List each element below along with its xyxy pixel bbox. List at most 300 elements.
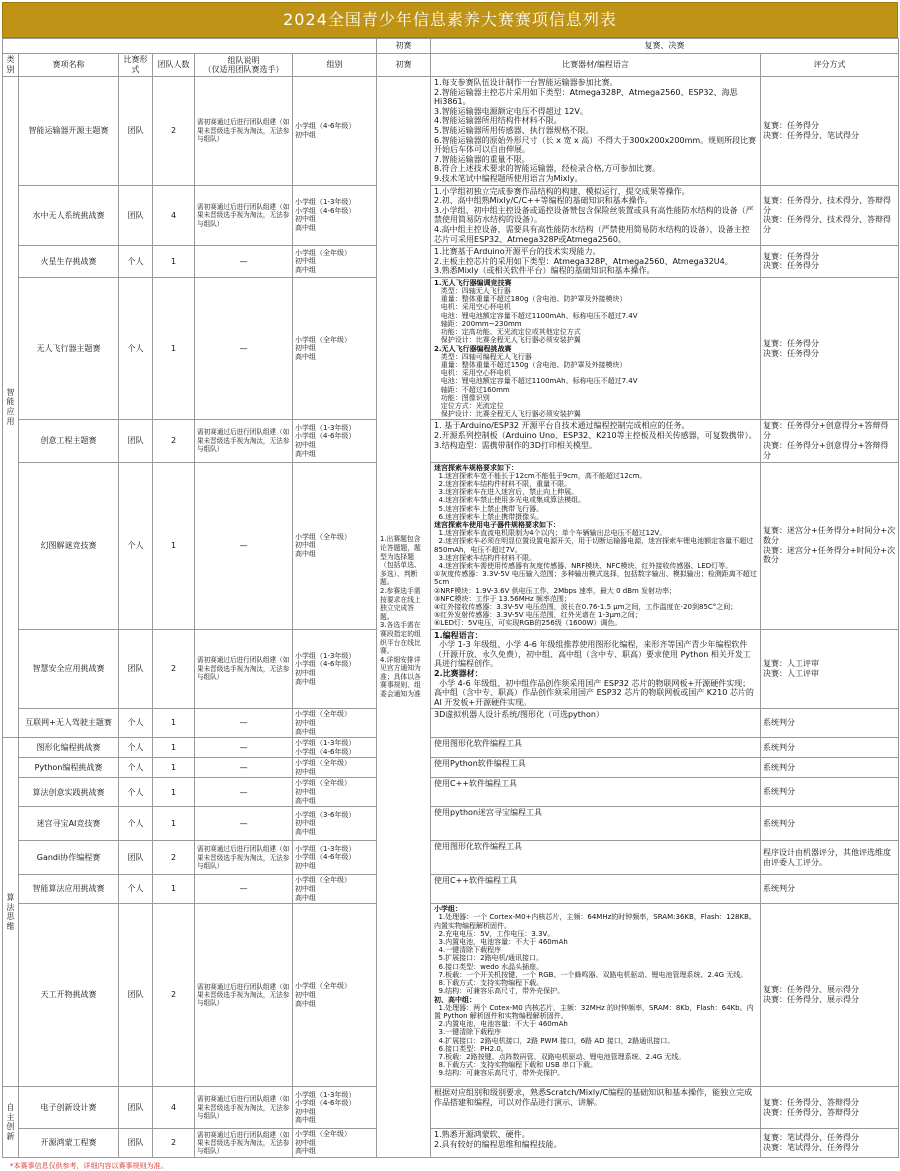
team-note-dash: — — [195, 246, 293, 278]
event-name: 智能运输器开源主题赛 — [19, 77, 119, 186]
equipment-line: 重量：整体重量不超过180g（含电池、防护罩及外接模块） — [434, 295, 627, 304]
scoring-cell — [761, 709, 899, 738]
group-cell — [293, 277, 377, 419]
team-note-dash: — — [195, 709, 293, 738]
table-row — [3, 246, 899, 278]
scoring-cell — [761, 277, 899, 419]
group-item: 高中组 — [295, 727, 316, 736]
group-item: 高中组 — [295, 677, 316, 686]
table-row — [3, 904, 899, 1087]
equipment-cell — [431, 185, 761, 246]
equipment-line: 4.高中组主控设备，需要具有高性能防水结构（严禁使用简易防水结构的设备），设备主控芯片可采用ESP32、Atmega328P或Atmega2560。 — [434, 224, 750, 244]
event-name: 开源鸿蒙工程赛 — [19, 1129, 119, 1158]
equipment-line: 8.符合上述技术要求的智能运输器，经检录合格,方可参加比赛。 — [434, 164, 661, 174]
equipment-line: 9.结构：可兼容乐高尺寸，带外壳保护。 — [434, 987, 565, 996]
equipment-line: 功能：定高功能、无光流定位或其他定位方式 — [434, 328, 581, 337]
table-row — [3, 738, 899, 758]
scoring-cell — [761, 875, 899, 904]
scoring-line: 决赛：任务得分、展示得分 — [763, 995, 860, 1005]
equipment-cell — [431, 420, 761, 462]
group-cell — [293, 185, 377, 246]
equipment-line: 4.扩展接口：2路电机接口，2路 PWM 接口，6路 AD 接口，2路通讯接口。 — [434, 1036, 675, 1045]
scoring-line: 决赛：任务得分、技术得分、答辩得分 — [763, 215, 892, 235]
team-note-dash: — — [195, 462, 293, 629]
scoring-cell — [761, 758, 899, 778]
scoring-line: 决赛：任务得分 — [763, 348, 820, 358]
equipment-line: 重量：整体重量不超过150g（含电池、防护罩及外接模块） — [434, 360, 627, 369]
team-size: 2 — [153, 904, 195, 1087]
equipment-line: 小学组： — [434, 905, 463, 914]
equipment-line: 使用图形化软件编程工具 — [434, 842, 523, 852]
equipment-line: 3.结构造型：需携带制作的3D打印相关模型。 — [434, 440, 597, 450]
scoring-cell — [761, 738, 899, 758]
equipment-line: 轴距：200mm~230mm — [434, 319, 522, 328]
team-size: 2 — [153, 1129, 195, 1158]
equipment-line: 2.迷宫探索车结构件材料不限，重量不限。 — [434, 479, 572, 488]
team-note-dash: — — [195, 277, 293, 419]
scoring-line: 复赛：任务得分、展示得分 — [763, 985, 860, 995]
group-item: 小学组（3-6年级） — [295, 810, 356, 819]
group-cell — [293, 1087, 377, 1129]
equipment-line: 8.下载方式：支持实物编程下载和 USB 串口下载。 — [434, 1061, 597, 1070]
equipment-line: 轴距：不超过160mm — [434, 385, 510, 394]
category-cell: 自主创新 — [3, 1087, 19, 1158]
prelim-cell — [377, 77, 431, 1158]
table-row — [3, 77, 899, 186]
equipment-line: 使用C++软件编程工具 — [434, 876, 518, 886]
event-table — [2, 38, 899, 1158]
scoring-line: 系统判分 — [763, 718, 796, 728]
scoring-cell — [761, 462, 899, 629]
equipment-cell — [431, 246, 761, 278]
team-size: 2 — [153, 841, 195, 875]
info-sheet — [2, 2, 898, 1171]
event-name: 无人飞行器主题赛 — [19, 277, 119, 419]
scoring-line: 复赛：人工评审 — [763, 659, 820, 669]
group-item: 小学组（4-6年级） — [295, 660, 356, 669]
equipment-line: 2.初、高中组熟Mixly/C/C++等编程的基础知识和基本操作。 — [434, 196, 653, 206]
equipment-line: 使用python迷宫寻宝编程工具 — [434, 808, 543, 818]
team-note-dash: — — [195, 758, 293, 778]
scoring-cell — [761, 778, 899, 807]
equipment-cell — [431, 807, 761, 841]
header-prelim: 初赛 — [377, 54, 431, 77]
event-form: 团队 — [119, 185, 153, 246]
scoring-cell — [761, 841, 899, 875]
equipment-cell — [431, 778, 761, 807]
equipment-line: 3.迷宫探索车结构件材料不限。 — [434, 553, 537, 562]
team-note-dash: — — [195, 778, 293, 807]
event-form: 团队 — [119, 904, 153, 1087]
prelim-text: 1.出赛题包含论答题题，题型为选择题（包括单选、多选）、判断题。 2.参赛选手需按要求在线上独立完成答题。 3.各选手需在赛段指定的组织平台在线比赛。 4.详细安排详见官方通知为准；具体以各赛事规则、组委会通知为准 — [380, 535, 421, 699]
group-cell — [293, 738, 377, 758]
equipment-line: 1.迷宫探索车直流电机限制为4个以内；单个车辆输出总电压不超过12V。 — [434, 529, 667, 538]
group-item: 小学组（4-6年级） — [295, 853, 356, 862]
equipment-line: 2.比赛器材： — [434, 668, 483, 678]
team-size: 1 — [153, 709, 195, 738]
scoring-cell — [761, 1129, 899, 1158]
scoring-line: 系统判分 — [763, 884, 796, 894]
group-item: 小学组（1-3年级） — [295, 739, 356, 748]
table-row — [3, 807, 899, 841]
event-form: 个人 — [119, 246, 153, 278]
table-row — [3, 875, 899, 904]
header-team-size: 团队人数 — [153, 54, 195, 77]
team-size: 1 — [153, 807, 195, 841]
group-item: 初中组 — [295, 215, 316, 224]
scoring-cell — [761, 807, 899, 841]
event-form: 团队 — [119, 841, 153, 875]
header-name: 赛项名称 — [19, 54, 119, 77]
scoring-cell — [761, 420, 899, 462]
table-row — [3, 1129, 899, 1158]
group-item: 高中组 — [295, 549, 316, 558]
equipment-line: 电池：锂电池额定容量不超过1100mAh、标称电压不超过7.4V — [434, 377, 638, 386]
group-item: 初中组 — [295, 819, 316, 828]
team-size: 4 — [153, 1087, 195, 1129]
scoring-line: 复赛：任务得分 — [763, 120, 820, 130]
group-item: 小学组（4-6年级） — [295, 206, 356, 215]
team-size: 1 — [153, 875, 195, 904]
scoring-line: 决赛：迷宫分+任务得分+时间分+次数分 — [763, 545, 896, 565]
group-item: 小学组（全年级） — [295, 335, 351, 344]
event-name: 迷宫寻宝AI竞技赛 — [19, 807, 119, 841]
group-item: 初中组 — [295, 541, 316, 550]
event-name: Gandi协作编程赛 — [19, 841, 119, 875]
team-size: 1 — [153, 738, 195, 758]
event-form: 个人 — [119, 738, 153, 758]
equipment-line: 类型：四轴无人飞行器 — [434, 287, 511, 296]
equipment-cell — [431, 629, 761, 709]
scoring-line: 复赛：笔试得分、任务得分 — [763, 1133, 860, 1143]
header-team-note: 组队说明 （仅适用团队赛选手） — [195, 54, 293, 77]
equipment-line: 7.板载：一个开关机按键、一个 RGB、一个蜂鸣器、双路电机驱动、锂电池管理系统、2.4G 无线。 — [434, 970, 748, 979]
scoring-cell — [761, 1087, 899, 1129]
equipment-cell — [431, 841, 761, 875]
group-item: 小学组（全年级） — [295, 759, 351, 768]
group-item: 小学组（4-6年级） — [295, 1099, 356, 1108]
table-body — [3, 77, 899, 1158]
event-name: Python编程挑战赛 — [19, 758, 119, 778]
team-note: 需初赛通过后进行团队组建（如果未晋级选手视为淘汰，无法参与组队） — [195, 420, 293, 462]
event-name: 互联网+无人驾驶主题赛 — [19, 709, 119, 738]
team-size: 1 — [153, 758, 195, 778]
team-size: 2 — [153, 420, 195, 462]
equipment-line: 1.熟悉开源鸿蒙软、硬件。 — [434, 1130, 530, 1140]
header-form: 比赛形式 — [119, 54, 153, 77]
team-note: 需初赛通过后进行团队组建（如果未晋级选手视为淘汰，无法参与组队） — [195, 904, 293, 1087]
group-item: 初中组 — [295, 257, 316, 266]
event-form: 团队 — [119, 629, 153, 709]
group-item: 小学组（全年级） — [295, 1130, 351, 1139]
scoring-line: 复赛：任务得分、答辩得分 — [763, 1097, 860, 1107]
equipment-line: 4.智能运输器所用结构件材料不限。 — [434, 116, 562, 126]
equipment-line: 6.迷宫探索车上禁止携带摄像头。 — [434, 512, 544, 521]
scoring-line: 复赛：任务得分、技术得分、答辩得分 — [763, 195, 892, 215]
equipment-line: 2.主板主控芯片的采用如下类型：Atmega328P、Atmega2560、Atmega32U4。 — [434, 256, 733, 266]
group-item: 初中组 — [295, 862, 316, 871]
header-category: 类别 — [3, 54, 19, 77]
equipment-cell — [431, 738, 761, 758]
equipment-line: 2.充电电压：5V，工作电压：3.3V。 — [434, 929, 555, 938]
scoring-line: 决赛：任务得分、答辩得分 — [763, 1107, 860, 1117]
equipment-line: 1.无人飞行器编调竞技赛 — [434, 278, 512, 287]
group-cell — [293, 1129, 377, 1158]
equipment-line: 8.下载方式：支持实物编程下载。 — [434, 979, 544, 988]
equipment-line: 2.智能运输器主控芯片采用如下类型：Atmega328P、Atmega2560、ESP32、海思 Hi3861。 — [434, 87, 741, 107]
team-size: 1 — [153, 778, 195, 807]
group-cell — [293, 841, 377, 875]
equipment-line: 使用C++软件编程工具 — [434, 779, 518, 789]
group-item: 小学组（1-3年级） — [295, 651, 356, 660]
table-row — [3, 420, 899, 462]
equipment-line: 3.迷宫探索车在进入迷宫后，禁止向上伸展。 — [434, 488, 579, 497]
table-row — [3, 629, 899, 709]
group-item: 初中组 — [295, 788, 316, 797]
event-form: 个人 — [119, 277, 153, 419]
group-item: 小学组（1-3年级） — [295, 423, 356, 432]
equipment-cell — [431, 462, 761, 629]
group-item: 小学组（全年级） — [295, 248, 351, 257]
category-cell: 算法思维 — [3, 738, 19, 1087]
scoring-cell — [761, 904, 899, 1087]
equipment-line: 小学 4-6 年级组、初中组作品创作须采用国产 ESP32 芯片的物联网板+开源硬件实现；高中组（含中专、职高）作品创作须采用国产 ESP32 芯片的物联网板或国产 K210 芯片的 AI 开发板+开源硬件实现。 — [434, 678, 757, 707]
equipment-cell — [431, 77, 761, 186]
group-cell — [293, 462, 377, 629]
group-item: 高中组 — [295, 352, 316, 361]
group-cell — [293, 807, 377, 841]
scoring-line: 系统判分 — [763, 742, 796, 752]
group-item: 高中组 — [295, 223, 316, 232]
group-item: 高中组 — [295, 828, 316, 837]
group-cell — [293, 904, 377, 1087]
event-name: 智能算法应用挑战赛 — [19, 875, 119, 904]
group-item: 初中组 — [295, 1107, 316, 1116]
event-form: 个人 — [119, 709, 153, 738]
group-item: 高中组 — [295, 796, 316, 805]
equipment-line: 使用图形化软件编程工具 — [434, 739, 523, 749]
equipment-line: 2.开源系列控制板（Arduino Uno、ESP32、K210等主控板及相关传感器，可复数携带）。 — [434, 430, 757, 440]
equipment-line: 1.处理器：一个 Cortex-M0+内核芯片，主频：64MHz的时钟频率，SRAM:36KB，Flash：128KB。内置实物编程解析固件。 — [434, 913, 756, 930]
team-note-dash: — — [195, 807, 293, 841]
equipment-line: 电机：采用空心杯电机 — [434, 369, 511, 378]
group-cell — [293, 246, 377, 278]
equipment-line: 3.熟悉Mixly（或相关软件平台）编程的基础知识和基本操作。 — [434, 266, 655, 276]
scoring-cell — [761, 629, 899, 709]
equipment-line: 类型：四轴可编程无人飞行器 — [434, 352, 532, 361]
group-item: 高中组 — [295, 449, 316, 458]
equipment-line: 4.一键清除下载程序 — [434, 946, 502, 955]
event-form: 团队 — [119, 77, 153, 186]
equipment-cell — [431, 1087, 761, 1129]
scoring-line: 系统判分 — [763, 762, 796, 772]
event-name: 水中无人系统挑战赛 — [19, 185, 119, 246]
equipment-line: 5.扩展接口：2路电机/通讯接口。 — [434, 954, 543, 963]
group-item: 小学组（全年级） — [295, 876, 351, 885]
event-form: 团队 — [119, 420, 153, 462]
group-item: 小学组（全年级） — [295, 532, 351, 541]
group-item: 初中组 — [295, 884, 316, 893]
equipment-line: 6.接口类型：PH2.0。 — [434, 1044, 508, 1053]
equipment-cell — [431, 875, 761, 904]
team-size: 4 — [153, 185, 195, 246]
group-item: 小学组（1-3年级） — [295, 198, 356, 207]
equipment-line: 2.迷宫探索车必须在明显位置设置电源开关，用于切断运输器电源，迷宫探索车锂电池额定容量不超过850mAh，电压不超过7V。 — [434, 537, 754, 554]
header-group: 组别 — [293, 54, 377, 77]
event-form: 个人 — [119, 758, 153, 778]
group-cell — [293, 778, 377, 807]
equipment-line: 2.内置电池，电池容量：不大于 460mAh — [434, 1020, 568, 1029]
table-row — [3, 185, 899, 246]
equipment-line: 定位方式：光流定位 — [434, 401, 504, 410]
group-item: 初中组 — [295, 668, 316, 677]
equipment-line: 根据对应组别和级别要求，熟悉Scratch/Mixly/C编程的基础知识和基本操作，能独立完成作品搭建和编程，可以对作品进行演示、讲解。 — [434, 1088, 753, 1107]
group-item: 初中组 — [295, 718, 316, 727]
event-name: 天工开物挑战赛 — [19, 904, 119, 1087]
team-note: 需初赛通过后进行团队组建（如果未晋级选手视为淘汰，无法参与组队） — [195, 185, 293, 246]
equipment-line: 6.接口类型：wedo 水晶头插座。 — [434, 962, 544, 971]
equipment-line: 3.小学组、初中组主控设备或遥控设备赞包含保险丝装置或具有高性能防水结构的设备（严禁使用简易防水结构的设备）。 — [434, 205, 754, 225]
equipment-line: 2.具有较好的编程思维和编程技能。 — [434, 1139, 562, 1149]
equipment-line: 7.板载：2路按键、点阵数码管、双路电机驱动、锂电池管理系统、2.4G 无线。 — [434, 1052, 686, 1061]
equipment-line: 初、高中组： — [434, 995, 477, 1004]
group-item: 初中组 — [295, 767, 316, 776]
scoring-line: 系统判分 — [763, 818, 796, 828]
event-form: 个人 — [119, 462, 153, 629]
equipment-line: 1.处理器：两个 Cotex-M0 内核芯片，主频：32MHz 的时钟频率，SRAM：8Kb，Flash：64Kb。内置 Python 解析固件和实物编程解析固件。 — [434, 1003, 754, 1020]
equipment-line: 4.迷宫探索车需使用传感器有灰度传感器、NRF模块、NFC模块、红外接收传感器、LED灯等。 — [434, 561, 733, 570]
event-name: 创意工程主题赛 — [19, 420, 119, 462]
group-item: 小学组（1-3年级） — [295, 844, 356, 853]
scoring-cell — [761, 185, 899, 246]
equipment-line: 9.结构：可兼容乐高尺寸，带外壳保护。 — [434, 1069, 565, 1078]
equipment-line: 小学 1-3 年级组、小学 4-6 年级组推荐使用图形化编程，来形齐等国产青少年编程软件（开源开放、永久免费），初中组、高中组（含中专、职高）要求使用 Python 相关开发工具进行编程创作。 — [434, 640, 751, 669]
group-item: 高中组 — [295, 999, 316, 1008]
table-row — [3, 841, 899, 875]
group-item: 高中组 — [295, 1116, 316, 1125]
equipment-line: ⑤红外发射传感器：3.3V-5V 电压范围，红外光谱在 1-3μm之间； — [434, 611, 642, 620]
equipment-line: ①灰度传感器：3.3V-5V 电压输入范围；多种输出模式选择，包括数字输出、模拟输出；检测距离不超过 5cm — [434, 570, 760, 587]
group-item: 小学组（全年级） — [295, 710, 351, 719]
equipment-line: 电池：锂电池额定容量不超过1100mAh、标称电压不超过7.4V — [434, 311, 638, 320]
team-size: 1 — [153, 246, 195, 278]
page-title: 2024全国青少年信息素养大赛赛项信息列表 — [2, 2, 898, 38]
group-item: 小学组（1-3年级） — [295, 1090, 356, 1099]
group-cell — [293, 77, 377, 186]
equipment-line: 1.每支参赛队伍设计制作一台智能运输器参加比赛。 — [434, 78, 618, 87]
equipment-line: 使用Python软件编程工具 — [434, 759, 526, 769]
team-note: 需初赛通过后进行团队组建（如果未晋级选手视为淘汰，无法参与组队） — [195, 841, 293, 875]
header-scoring: 评分方式 — [761, 54, 899, 77]
equipment-line: 4.迷宫探索车禁止使用多光电或集成算法模组。 — [434, 496, 586, 505]
team-note-dash: — — [195, 738, 293, 758]
event-name: 智慧安全应用挑战赛 — [19, 629, 119, 709]
header-equipment: 比赛器材/编程语言 — [431, 54, 761, 77]
team-size: 1 — [153, 277, 195, 419]
scoring-line: 复赛：迷宫分+任务得分+时间分+次数分 — [763, 525, 896, 545]
group-cell — [293, 758, 377, 778]
scoring-line: 决赛：任务得分+创意得分+答辩得分 — [763, 440, 889, 460]
group-cell — [293, 709, 377, 738]
scoring-cell — [761, 246, 899, 278]
team-size: 2 — [153, 629, 195, 709]
footnote: *本赛事信息仅供参考，详细内容以赛事规则为准。 — [10, 1162, 168, 1171]
equipment-line: 7.智能运输器的重量不限。 — [434, 154, 530, 164]
equipment-line: 1. 基于Arduino/ESP32 开源平台自技术通过编程控制完成相应的任务。 — [434, 421, 690, 431]
group-item: 初中组 — [295, 1138, 316, 1147]
group-item: 小学组（全年级） — [295, 982, 351, 991]
team-size: 1 — [153, 462, 195, 629]
equipment-line: 3.智能运输器电源额定电压不得超过 12V。 — [434, 106, 588, 116]
scoring-cell — [761, 77, 899, 186]
scoring-line: 决赛：任务得分 — [763, 261, 820, 271]
group-item: 小学组（4-6年级） — [295, 122, 356, 131]
group-cell — [293, 629, 377, 709]
group-item: 初中组 — [295, 130, 316, 139]
equipment-line: ④红外接收传感器：3.3V-5V 电压范围，波长在0.76-1.5 μm之间，工作温度在-20到85C°之间； — [434, 602, 738, 611]
event-form: 团队 — [119, 1087, 153, 1129]
scoring-line: 复赛：任务得分 — [763, 338, 820, 348]
equipment-line: 迷宫探索车规格要求如下： — [434, 463, 519, 472]
header-prelim-top: 初赛 — [377, 39, 431, 54]
team-note: 需初赛通过后进行团队组建（如果未晋级选手视为淘汰，无法参与组队） — [195, 629, 293, 709]
event-form: 团队 — [119, 1129, 153, 1158]
event-name: 幻图解谜竞技赛 — [19, 462, 119, 629]
group-cell — [293, 875, 377, 904]
scoring-line: 决赛：笔试得分、任务得分 — [763, 1143, 860, 1153]
event-name: 图形化编程挑战赛 — [19, 738, 119, 758]
equipment-line: 电机：采用空心杯电机 — [434, 303, 511, 312]
equipment-line: ③NFC模块：工作于 13.56MHz 频率范围； — [434, 594, 571, 603]
scoring-line: 程序设计由机器评分，其他评选维度由评委人工评分。 — [763, 847, 892, 867]
category-cell: 智能应用 — [3, 77, 19, 738]
group-item: 高中组 — [295, 893, 316, 902]
equipment-line: 9.技术笔试中编程题所使用语言为Mixly。 — [434, 173, 583, 183]
equipment-line: 5.迷宫探索车上禁止携带飞行器。 — [434, 504, 544, 513]
event-form: 个人 — [119, 778, 153, 807]
equipment-cell — [431, 277, 761, 419]
equipment-line: 5.智能运输器所用传感器、执行器规格不限。 — [434, 125, 594, 135]
table-row — [3, 277, 899, 419]
team-note: 需初赛通过后进行团队组建（如果未晋级选手视为淘汰，无法参与组队） — [195, 1087, 293, 1129]
event-form: 个人 — [119, 807, 153, 841]
equipment-line: 保护设计：比赛全程无人飞行器必须安装护翼 — [434, 410, 581, 419]
scoring-line: 决赛：任务得分、笔试得分 — [763, 130, 860, 140]
team-size: 2 — [153, 77, 195, 186]
header-final-top: 复赛、决赛 — [431, 39, 899, 54]
group-item: 高中组 — [295, 1147, 316, 1156]
equipment-cell — [431, 758, 761, 778]
team-note: 需初赛通过后进行团队组建（如果未晋级选手视为淘汰，无法参与组队） — [195, 1129, 293, 1158]
equipment-line: 1.编程语言： — [434, 630, 483, 640]
group-item: 小学组（全年级） — [295, 779, 351, 788]
equipment-line: 2.无人飞行器编程挑战赛 — [434, 344, 512, 353]
scoring-line: 复赛：任务得分+创意得分+答辩得分 — [763, 421, 889, 441]
table-row — [3, 462, 899, 629]
equipment-cell — [431, 904, 761, 1087]
team-note-dash: — — [195, 875, 293, 904]
event-name: 算法创意实践挑战赛 — [19, 778, 119, 807]
equipment-line: ②NRF模块：1.9V-3.6V 供电压工作，2Mbps 速率，最大 0 dBm 发射功率； — [434, 586, 677, 595]
event-name: 火星生存挑战赛 — [19, 246, 119, 278]
equipment-line: ⑥LED灯：5V电压，可实现RGB的256级（1600W）调色。 — [434, 619, 622, 628]
table-row — [3, 1087, 899, 1129]
equipment-line: 迷宫探索车使用电子器件规格要求如下： — [434, 520, 561, 529]
group-item: 初中组 — [295, 440, 316, 449]
event-name: 电子创新设计赛 — [19, 1087, 119, 1129]
equipment-cell — [431, 709, 761, 738]
equipment-line: 功能：图像识别 — [434, 393, 490, 402]
